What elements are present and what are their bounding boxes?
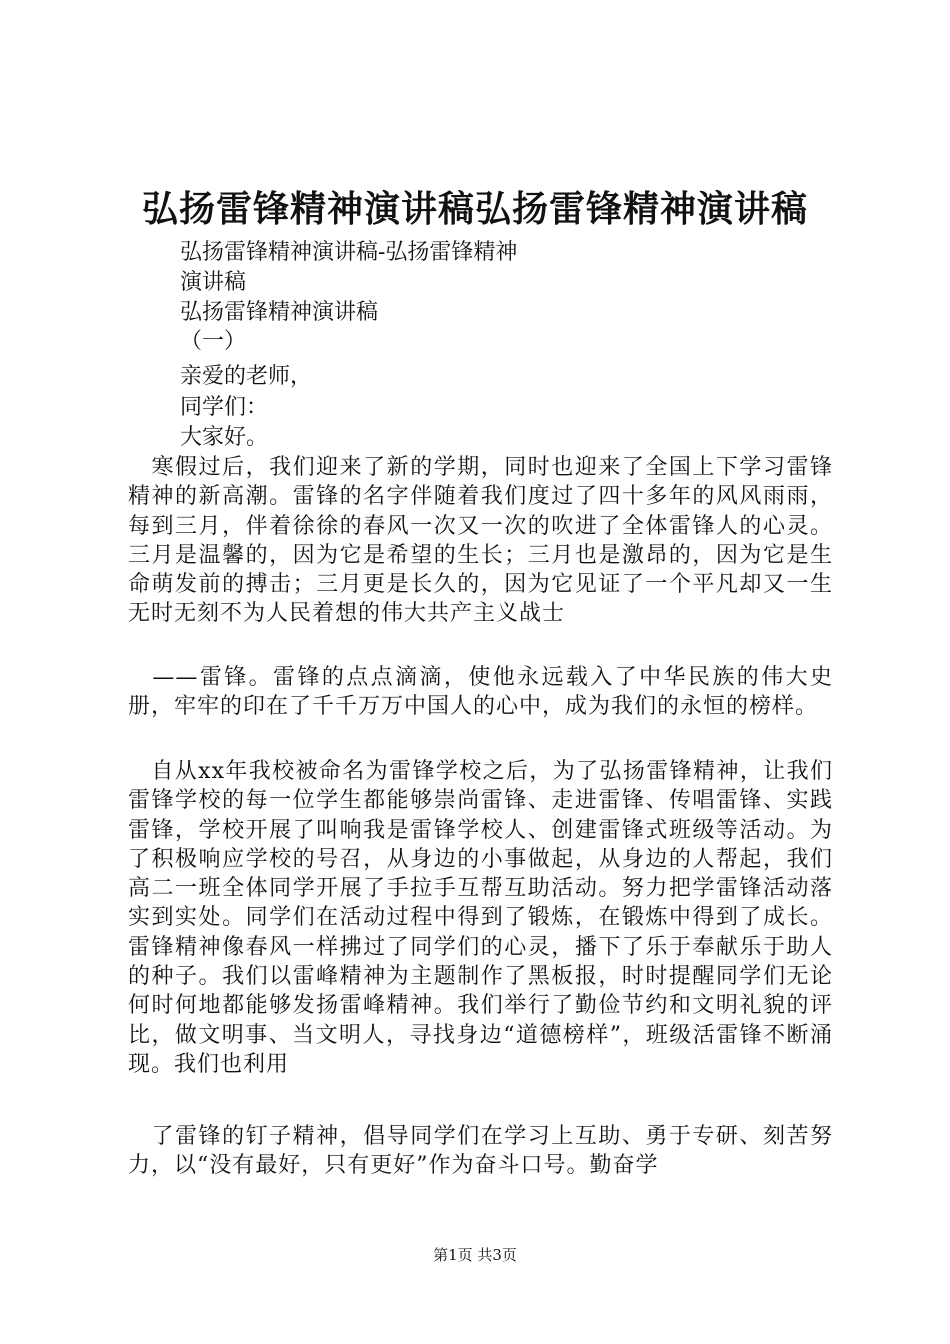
salutation-students: 同学们： bbox=[180, 395, 269, 420]
subtitle-line-1: 弘扬雷锋精神演讲稿-弘扬雷锋精神 bbox=[180, 240, 518, 265]
page-footer: 第1页 共3页 bbox=[433, 1246, 517, 1264]
paragraph-2-text: ——雷锋。雷锋的点点滴滴，使他永远载入了中华民族的伟大史册，牢牢的印在了千千万万中国人的心中，成为我们的永恒的榜样。 bbox=[128, 665, 833, 720]
paragraph-3-text: 自从xx年我校被命名为雷锋学校之后，为了弘扬雷锋精神，让我们雷锋学校的每一位学生都能够崇尚雷锋、走进雷锋、传唱雷锋、实践雷锋，学校开展了叫响我是雷锋学校人、创建雷锋式班级等活动。为了积极响应学校的号召，从身边的小事做起，从身边的人帮起，我们高二一班全体同学开展了手拉手互帮互助活动。努力把学雷锋活动落实到实处。同学们在活动过程中得到了锻炼，在锻炼中得到了成长。雷锋精神像春风一样拂过了同学们的心灵，播下了乐于奉献乐于助人的种子。我们以雷峰精神为主题制作了黑板报，时时提醒同学们无论何时何地都能够发扬雷峰精神。我们举行了勤俭节约和文明礼貌的评比，做文明事、当文明人，寻找身边“道德榜样”，班级活雷锋不断涌现。我们也利用 bbox=[128, 759, 833, 1077]
salutation-teachers: 亲爱的老师， bbox=[180, 364, 313, 389]
paragraph-2 bbox=[128, 663, 833, 722]
greeting: 大家好。 bbox=[180, 425, 269, 450]
paragraph-1-text: 寒假过后，我们迎来了新的学期，同时也迎来了全国上下学习雷锋精神的新高潮。雷锋的名字伴随着我们度过了四十多年的风风雨雨，每到三月，伴着徐徐的春风一次又一次的吹进了全体雷锋人的心灵。三月是温馨的，因为它是希望的生长；三月也是激昂的，因为它是生命萌发前的搏击；三月更是长久的，因为它见证了一个平凡却又一生无时无刻不为人民着想的伟大共产主义战士 bbox=[128, 455, 833, 627]
paragraph-1 bbox=[128, 453, 833, 629]
subtitle-line-3: 弘扬雷锋精神演讲稿 bbox=[180, 300, 379, 325]
paragraph-4 bbox=[128, 1122, 833, 1181]
section-number: （一） bbox=[180, 329, 247, 354]
document-title: 弘扬雷锋精神演讲稿弘扬雷锋精神演讲稿 bbox=[141, 188, 808, 230]
subtitle-line-2: 演讲稿 bbox=[180, 270, 247, 295]
paragraph-4-text: 了雷锋的钉子精神，倡导同学们在学习上互助、勇于专研、刻苦努力，以“没有最好，只有更好”作为奋斗口号。勤奋学 bbox=[128, 1124, 833, 1179]
paragraph-3 bbox=[128, 757, 833, 1079]
